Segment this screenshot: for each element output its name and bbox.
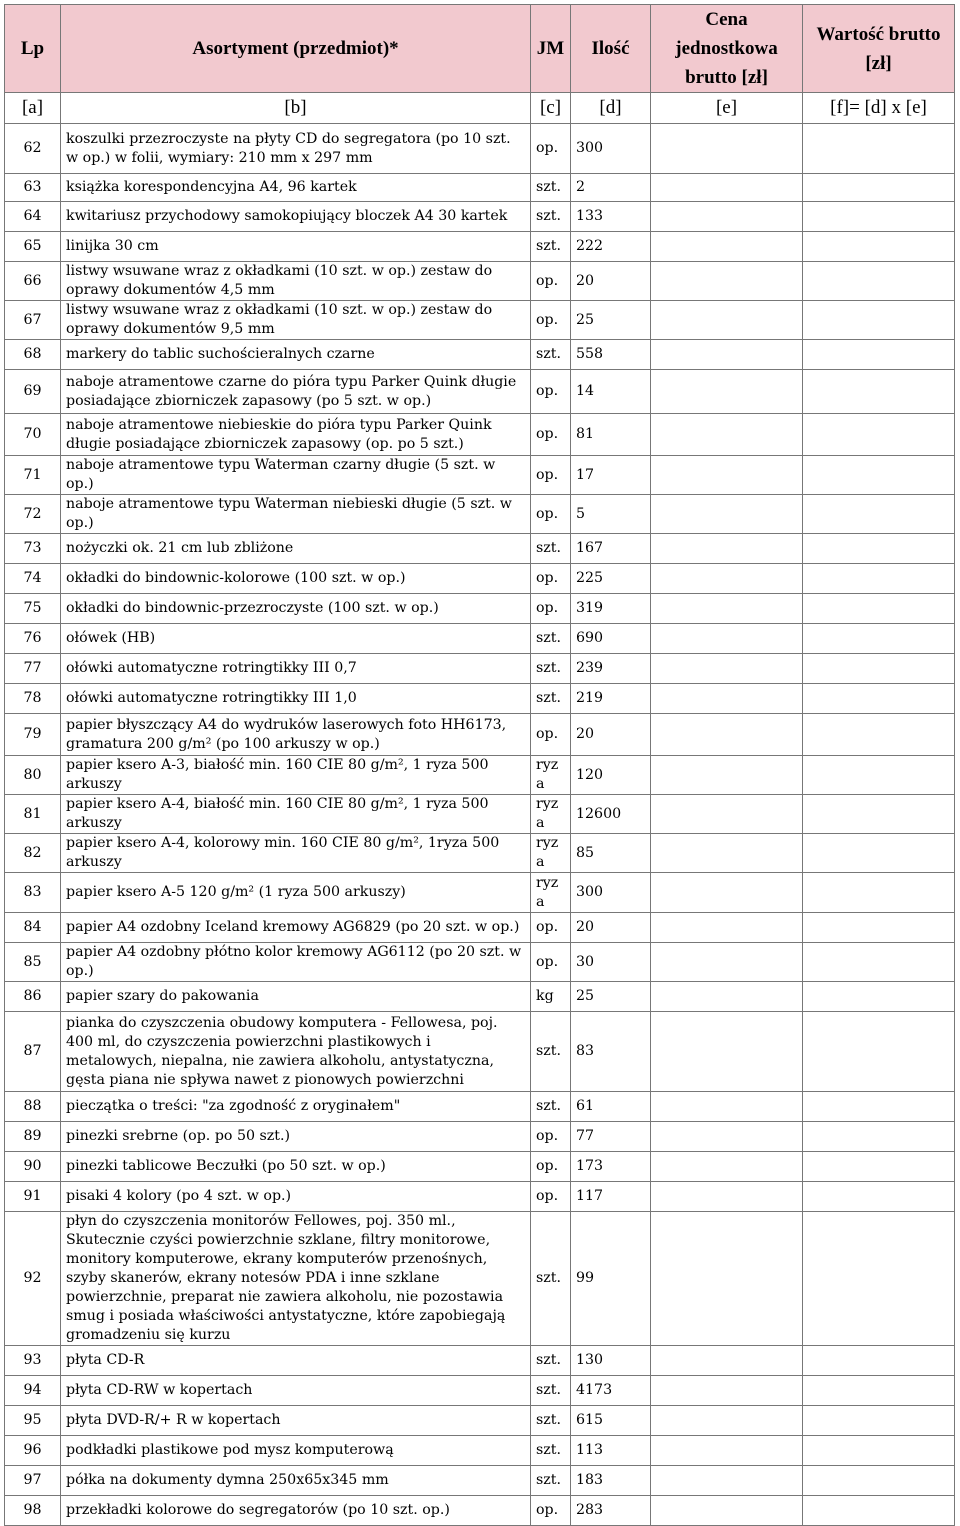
row-name: okładki do bindownic-przezroczyste (100 szt. w op.) [61, 594, 531, 624]
row-value [803, 1012, 955, 1092]
row-price [651, 1346, 803, 1376]
row-price [651, 913, 803, 943]
subheader-row [5, 93, 955, 124]
table-row [5, 913, 955, 943]
row-lp: 93 [5, 1346, 61, 1376]
row-lp: 83 [5, 873, 61, 913]
row-price [651, 1436, 803, 1466]
header-cena: Cena jednostkowa brutto [zł] [651, 5, 803, 93]
row-qty: 2 [571, 174, 651, 202]
row-name: ołówek (HB) [61, 624, 531, 654]
table-row [5, 834, 955, 873]
row-jm: op. [531, 913, 571, 943]
row-jm: op. [531, 414, 571, 456]
row-lp: 72 [5, 495, 61, 534]
row-qty: 167 [571, 534, 651, 564]
table-row [5, 795, 955, 834]
row-qty: 558 [571, 340, 651, 370]
row-lp: 92 [5, 1212, 61, 1346]
row-lp: 94 [5, 1376, 61, 1406]
row-lp: 77 [5, 654, 61, 684]
row-lp: 68 [5, 340, 61, 370]
row-value [803, 1496, 955, 1526]
row-qty: 283 [571, 1496, 651, 1526]
row-price [651, 1152, 803, 1182]
row-name: naboje atramentowe typu Waterman czarny długie (5 szt. w op.) [61, 456, 531, 495]
row-lp: 78 [5, 684, 61, 714]
row-jm: op. [531, 1152, 571, 1182]
row-jm: szt. [531, 534, 571, 564]
row-price [651, 654, 803, 684]
table-row [5, 262, 955, 301]
row-name: papier A4 ozdobny Iceland kremowy AG6829 (po 20 szt. w op.) [61, 913, 531, 943]
row-price [651, 301, 803, 340]
row-jm: szt. [531, 174, 571, 202]
row-value [803, 1466, 955, 1496]
row-jm: szt. [531, 1406, 571, 1436]
row-name: pinezki srebrne (op. po 50 szt.) [61, 1122, 531, 1152]
table-row [5, 943, 955, 982]
row-name: pinezki tablicowe Beczułki (po 50 szt. w op.) [61, 1152, 531, 1182]
row-lp: 76 [5, 624, 61, 654]
row-lp: 96 [5, 1436, 61, 1466]
row-lp: 91 [5, 1182, 61, 1212]
table-row [5, 654, 955, 684]
row-name: kwitariusz przychodowy samokopiujący bloczek A4 30 kartek [61, 202, 531, 232]
row-qty: 61 [571, 1092, 651, 1122]
row-jm: szt. [531, 1466, 571, 1496]
subheader-a: [a] [5, 93, 61, 124]
row-jm: op. [531, 370, 571, 414]
row-qty: 17 [571, 456, 651, 495]
header-row [5, 5, 955, 93]
row-lp: 84 [5, 913, 61, 943]
row-value [803, 456, 955, 495]
row-jm: szt. [531, 232, 571, 262]
row-value [803, 202, 955, 232]
row-qty: 12600 [571, 795, 651, 834]
row-value [803, 1212, 955, 1346]
row-qty: 25 [571, 301, 651, 340]
row-value [803, 564, 955, 594]
row-jm: op. [531, 262, 571, 301]
row-jm: op. [531, 495, 571, 534]
row-name: płyta DVD-R/+ R w kopertach [61, 1406, 531, 1436]
row-qty: 81 [571, 414, 651, 456]
row-qty: 113 [571, 1436, 651, 1466]
row-qty: 85 [571, 834, 651, 873]
table-row [5, 1496, 955, 1526]
row-qty: 77 [571, 1122, 651, 1152]
row-price [651, 982, 803, 1012]
row-name: papier błyszczący A4 do wydruków laserowych foto HH6173, gramatura 200 g/m² (po 100 arkuszy w op.) [61, 714, 531, 756]
row-value [803, 1346, 955, 1376]
table-row [5, 982, 955, 1012]
row-qty: 20 [571, 262, 651, 301]
row-lp: 69 [5, 370, 61, 414]
row-value [803, 262, 955, 301]
row-name: naboje atramentowe niebieskie do pióra typu Parker Quink długie posiadające zbiorniczek zapasowy (op. po 5 szt.) [61, 414, 531, 456]
table-row [5, 495, 955, 534]
row-lp: 81 [5, 795, 61, 834]
table-row [5, 564, 955, 594]
row-lp: 98 [5, 1496, 61, 1526]
row-qty: 14 [571, 370, 651, 414]
price-table [4, 4, 955, 1526]
row-name: linijka 30 cm [61, 232, 531, 262]
table-row [5, 1152, 955, 1182]
row-price [651, 1376, 803, 1406]
table-row [5, 202, 955, 232]
row-qty: 225 [571, 564, 651, 594]
row-value [803, 624, 955, 654]
header-ilosc: Ilość [571, 5, 651, 93]
table-row [5, 1406, 955, 1436]
row-value [803, 232, 955, 262]
row-price [651, 1012, 803, 1092]
row-lp: 79 [5, 714, 61, 756]
row-price [651, 684, 803, 714]
row-name: przekładki kolorowe do segregatorów (po 10 szt. op.) [61, 1496, 531, 1526]
table-row [5, 756, 955, 795]
row-value [803, 370, 955, 414]
row-jm: op. [531, 1496, 571, 1526]
row-lp: 85 [5, 943, 61, 982]
row-lp: 95 [5, 1406, 61, 1436]
row-lp: 97 [5, 1466, 61, 1496]
row-price [651, 1406, 803, 1436]
table-row [5, 684, 955, 714]
row-qty: 20 [571, 913, 651, 943]
row-qty: 83 [571, 1012, 651, 1092]
row-price [651, 564, 803, 594]
subheader-d: [d] [571, 93, 651, 124]
row-lp: 90 [5, 1152, 61, 1182]
row-price [651, 594, 803, 624]
row-name: pieczątka o treści: "za zgodność z oryginałem" [61, 1092, 531, 1122]
row-price [651, 1182, 803, 1212]
table-row [5, 594, 955, 624]
row-jm: szt. [531, 1092, 571, 1122]
row-name: okładki do bindownic-kolorowe (100 szt. w op.) [61, 564, 531, 594]
row-price [651, 340, 803, 370]
row-jm: szt. [531, 624, 571, 654]
row-value [803, 714, 955, 756]
table-row [5, 714, 955, 756]
row-jm: op. [531, 714, 571, 756]
table-row [5, 1212, 955, 1346]
row-name: płyta CD-R [61, 1346, 531, 1376]
row-price [651, 943, 803, 982]
table-row [5, 414, 955, 456]
row-jm: op. [531, 456, 571, 495]
table-row [5, 1436, 955, 1466]
subheader-e: [e] [651, 93, 803, 124]
row-jm: szt. [531, 684, 571, 714]
row-name: ołówki automatyczne rotringtikky III 0,7 [61, 654, 531, 684]
row-value [803, 1152, 955, 1182]
row-qty: 30 [571, 943, 651, 982]
row-price [651, 873, 803, 913]
row-qty: 5 [571, 495, 651, 534]
row-value [803, 1092, 955, 1122]
row-value [803, 414, 955, 456]
row-price [651, 174, 803, 202]
row-lp: 74 [5, 564, 61, 594]
row-value [803, 124, 955, 174]
row-jm: szt. [531, 1012, 571, 1092]
row-price [651, 1212, 803, 1346]
row-qty: 690 [571, 624, 651, 654]
row-name: nożyczki ok. 21 cm lub zbliżone [61, 534, 531, 564]
row-jm: szt. [531, 1346, 571, 1376]
row-jm: op. [531, 594, 571, 624]
table-row [5, 1376, 955, 1406]
row-price [651, 495, 803, 534]
row-qty: 222 [571, 232, 651, 262]
row-price [651, 1122, 803, 1152]
row-qty: 25 [571, 982, 651, 1012]
row-price [651, 262, 803, 301]
row-lp: 80 [5, 756, 61, 795]
row-name: papier szary do pakowania [61, 982, 531, 1012]
row-lp: 62 [5, 124, 61, 174]
row-qty: 99 [571, 1212, 651, 1346]
row-lp: 66 [5, 262, 61, 301]
row-value [803, 1122, 955, 1152]
table-row [5, 1346, 955, 1376]
row-value [803, 301, 955, 340]
row-value [803, 1406, 955, 1436]
row-jm: szt. [531, 654, 571, 684]
header-lp: Lp [5, 5, 61, 93]
row-value [803, 943, 955, 982]
row-lp: 67 [5, 301, 61, 340]
row-qty: 20 [571, 714, 651, 756]
row-jm: szt. [531, 1436, 571, 1466]
table-row [5, 370, 955, 414]
row-lp: 87 [5, 1012, 61, 1092]
row-name: papier ksero A-3, białość min. 160 CIE 80 g/m², 1 ryza 500 arkuszy [61, 756, 531, 795]
subheader-c: [c] [531, 93, 571, 124]
row-jm: kg [531, 982, 571, 1012]
row-qty: 319 [571, 594, 651, 624]
row-qty: 239 [571, 654, 651, 684]
row-name: ołówki automatyczne rotringtikky III 1,0 [61, 684, 531, 714]
row-price [651, 756, 803, 795]
row-name: papier ksero A-5 120 g/m² (1 ryza 500 arkuszy) [61, 873, 531, 913]
row-value [803, 913, 955, 943]
row-name: książka korespondencyjna A4, 96 kartek [61, 174, 531, 202]
subheader-b: [b] [61, 93, 531, 124]
row-price [651, 370, 803, 414]
row-jm: szt. [531, 340, 571, 370]
row-lp: 63 [5, 174, 61, 202]
row-value [803, 1436, 955, 1466]
row-lp: 65 [5, 232, 61, 262]
row-price [651, 795, 803, 834]
row-qty: 615 [571, 1406, 651, 1436]
subheader-f: [f]= [d] x [e] [803, 93, 955, 124]
header-wartosc: Wartość brutto [zł] [803, 5, 955, 93]
row-value [803, 174, 955, 202]
row-jm: op. [531, 943, 571, 982]
row-qty: 120 [571, 756, 651, 795]
row-jm: op. [531, 124, 571, 174]
row-qty: 173 [571, 1152, 651, 1182]
header-jm: JM [531, 5, 571, 93]
row-qty: 183 [571, 1466, 651, 1496]
row-jm: op. [531, 1182, 571, 1212]
row-value [803, 756, 955, 795]
row-qty: 219 [571, 684, 651, 714]
row-qty: 133 [571, 202, 651, 232]
table-row [5, 301, 955, 340]
row-name: pianka do czyszczenia obudowy komputera - Fellowesa, poj. 400 ml, do czyszczenia powierzchni plastikowych i metalowych, niepalna, nie zawiera alkoholu, antystatyczna, gęsta piana nie spływa nawet z pionowych powierzchni [61, 1012, 531, 1092]
row-jm: szt. [531, 1376, 571, 1406]
row-price [651, 124, 803, 174]
row-qty: 300 [571, 873, 651, 913]
table-row [5, 624, 955, 654]
row-name: podkładki plastikowe pod mysz komputerową [61, 1436, 531, 1466]
row-qty: 117 [571, 1182, 651, 1212]
table-body [5, 124, 955, 1526]
row-qty: 130 [571, 1346, 651, 1376]
row-lp: 73 [5, 534, 61, 564]
row-value [803, 795, 955, 834]
table-row [5, 124, 955, 174]
row-name: pisaki 4 kolory (po 4 szt. w op.) [61, 1182, 531, 1212]
table-row [5, 1012, 955, 1092]
row-jm: ryz a [531, 756, 571, 795]
row-name: naboje atramentowe typu Waterman niebieski długie (5 szt. w op.) [61, 495, 531, 534]
row-name: półka na dokumenty dymna 250x65x345 mm [61, 1466, 531, 1496]
row-lp: 88 [5, 1092, 61, 1122]
row-price [651, 456, 803, 495]
table-row [5, 534, 955, 564]
table-row [5, 873, 955, 913]
row-name: markery do tablic suchościeralnych czarne [61, 340, 531, 370]
row-value [803, 654, 955, 684]
row-value [803, 1182, 955, 1212]
header-asortyment: Asortyment (przedmiot)* [61, 5, 531, 93]
row-lp: 70 [5, 414, 61, 456]
row-name: papier ksero A-4, białość min. 160 CIE 80 g/m², 1 ryza 500 arkuszy [61, 795, 531, 834]
table-row [5, 456, 955, 495]
row-name: papier A4 ozdobny płótno kolor kremowy AG6112 (po 20 szt. w op.) [61, 943, 531, 982]
row-jm: szt. [531, 1212, 571, 1346]
row-jm: op. [531, 1122, 571, 1152]
table-row [5, 1122, 955, 1152]
row-price [651, 232, 803, 262]
row-value [803, 873, 955, 913]
table-row [5, 1092, 955, 1122]
row-value [803, 534, 955, 564]
row-lp: 64 [5, 202, 61, 232]
row-value [803, 340, 955, 370]
row-price [651, 202, 803, 232]
row-jm: ryz a [531, 795, 571, 834]
row-jm: szt. [531, 202, 571, 232]
row-name: płyta CD-RW w kopertach [61, 1376, 531, 1406]
table-row [5, 1466, 955, 1496]
row-price [651, 1466, 803, 1496]
row-lp: 89 [5, 1122, 61, 1152]
table-row [5, 1182, 955, 1212]
row-name: listwy wsuwane wraz z okładkami (10 szt. w op.) zestaw do oprawy dokumentów 9,5 mm [61, 301, 531, 340]
row-name: listwy wsuwane wraz z okładkami (10 szt. w op.) zestaw do oprawy dokumentów 4,5 mm [61, 262, 531, 301]
row-price [651, 714, 803, 756]
row-jm: op. [531, 301, 571, 340]
row-lp: 75 [5, 594, 61, 624]
row-price [651, 624, 803, 654]
table-row [5, 174, 955, 202]
row-jm: op. [531, 564, 571, 594]
row-price [651, 414, 803, 456]
row-qty: 300 [571, 124, 651, 174]
row-name: płyn do czyszczenia monitorów Fellowes, poj. 350 ml., Skutecznie czyści powierzchnie szklane, filtry monitorowe, monitory komputerowe, ekrany komputerów przenośnych, szyby skanerów, ekrany notesów PDA i inne szklane powierzchnie, preparat nie zawiera alkoholu, nie pozostawia smug i posiada właściwości antystatyczne, które zapobiegają gromadzeniu się kurzu [61, 1212, 531, 1346]
row-jm: ryz a [531, 834, 571, 873]
row-value [803, 1376, 955, 1406]
row-value [803, 834, 955, 873]
row-qty: 4173 [571, 1376, 651, 1406]
row-lp: 71 [5, 456, 61, 495]
row-lp: 82 [5, 834, 61, 873]
row-jm: ryz a [531, 873, 571, 913]
row-value [803, 495, 955, 534]
row-price [651, 834, 803, 873]
table-row [5, 340, 955, 370]
row-lp: 86 [5, 982, 61, 1012]
row-name: naboje atramentowe czarne do pióra typu Parker Quink długie posiadające zbiorniczek zapasowy (po 5 szt. w op.) [61, 370, 531, 414]
row-name: papier ksero A-4, kolorowy min. 160 CIE 80 g/m², 1ryza 500 arkuszy [61, 834, 531, 873]
row-price [651, 1092, 803, 1122]
row-name: koszulki przezroczyste na płyty CD do segregatora (po 10 szt. w op.) w folii, wymiary: 210 mm x 297 mm [61, 124, 531, 174]
row-value [803, 594, 955, 624]
row-value [803, 684, 955, 714]
table-row [5, 232, 955, 262]
row-value [803, 982, 955, 1012]
row-price [651, 534, 803, 564]
row-price [651, 1496, 803, 1526]
